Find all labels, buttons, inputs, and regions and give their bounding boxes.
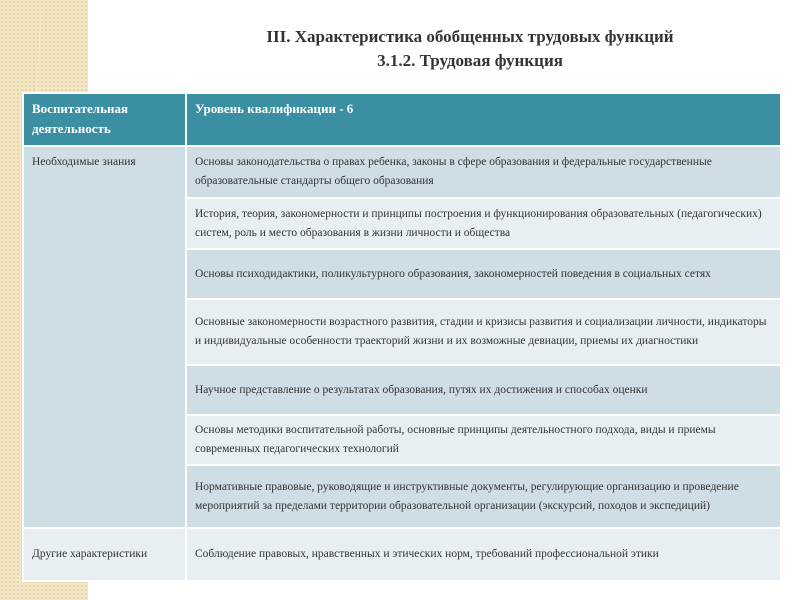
- table-row: [23, 146, 781, 198]
- table-row: [23, 528, 781, 581]
- table-header-row: [23, 93, 781, 146]
- knowledge-label: Необходимые знания: [23, 146, 186, 528]
- knowledge-item: Научное представление о результатах образования, путях их достижения и способах оценки: [186, 365, 781, 415]
- other-item: Соблюдение правовых, нравственных и этических норм, требований профессиональной этики: [186, 528, 781, 581]
- knowledge-item: Основы методики воспитательной работы, основные принципы деятельностного подхода, виды и приемы современных педагогических технологий: [186, 415, 781, 465]
- other-label: Другие характеристики: [23, 528, 186, 581]
- header-qualification: Уровень квалификации - 6: [186, 93, 781, 146]
- labor-function-table: [22, 92, 782, 582]
- slide-title: [170, 25, 770, 73]
- title-line-1: III. Характеристика обобщенных трудовых функций: [266, 27, 674, 46]
- knowledge-item: История, теория, закономерности и принципы построения и функционирования образовательных (педагогических) систем, роль и место образования в жизни личности и общества: [186, 198, 781, 249]
- knowledge-item: Основы психодидактики, поликультурного образования, закономерностей поведения в социальных сетях: [186, 249, 781, 299]
- title-line-2: 3.1.2. Трудовая функция: [377, 51, 563, 70]
- knowledge-item: Основы законодательства о правах ребенка, законы в сфере образования и федеральные государственные образовательные стандарты общего образования: [186, 146, 781, 198]
- knowledge-item: Нормативные правовые, руководящие и инструктивные документы, регулирующие организацию и проведение мероприятий за пределами территории образовательной организации (экскурсий, походов и экспедиций): [186, 465, 781, 528]
- header-activity: Воспитательная деятельность: [23, 93, 186, 146]
- knowledge-item: Основные закономерности возрастного развития, стадии и кризисы развития и социализации личности, индикаторы и индивидуальные особенности траекторий жизни и их возможные девиации, приемы их диагностики: [186, 299, 781, 365]
